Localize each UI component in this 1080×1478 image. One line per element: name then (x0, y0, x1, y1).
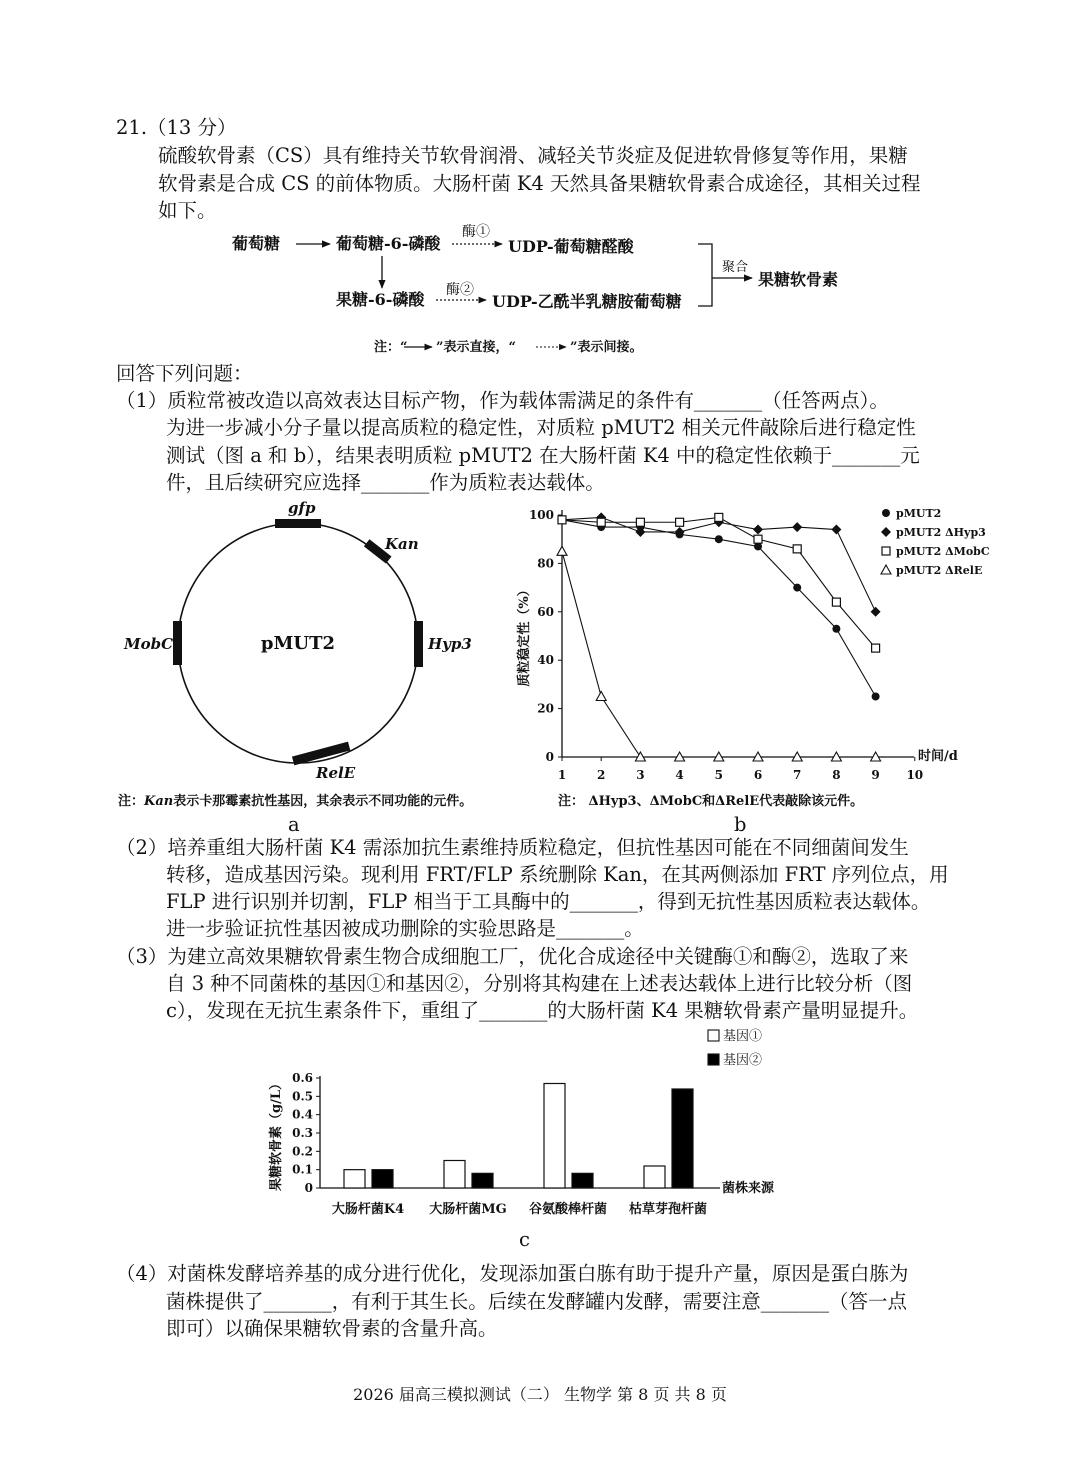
bar-chart-plot (268, 1029, 775, 1217)
legend-marker (882, 547, 890, 555)
pathway-diagram (0, 0, 1080, 370)
series-line (562, 520, 876, 697)
bar (644, 1166, 665, 1188)
x-tick-label: 10 (906, 768, 924, 782)
intro-line-1: 硫酸软骨素（CS）具有维持关节软骨润滑、减轻关节炎症及促进软骨修复等作用，果糖 (158, 144, 908, 167)
bar (472, 1173, 493, 1188)
data-point (872, 693, 880, 701)
pathway-polymerize: 聚合 (722, 260, 749, 275)
legend-label: pMUT2 ΔHyp3 (896, 526, 986, 539)
y-tick-label: 100 (528, 508, 554, 522)
line-chart-plot (516, 507, 990, 782)
y-tick-label: 0.3 (292, 1126, 313, 1140)
q4-line-2: 菌株提供了_______，有利于其生长。后续在发酵罐内发酵，需要注意_______（答一点 (166, 1290, 908, 1313)
data-point (557, 546, 567, 555)
q4-line-3: 即可）以确保果糖软骨素的含量升高。 (166, 1317, 498, 1340)
q3-line-3: c），发现在无抗生素条件下，重组了_______的大肠杆菌 K4 果糖软骨素产量明显提升。 (166, 999, 919, 1022)
data-point (831, 525, 841, 535)
intro-line-3: 如下。 (158, 199, 217, 222)
y-tick-label: 80 (537, 556, 554, 571)
q4-line-1: （4）对菌株发酵培养基的成分进行优化，发现添加蛋白胨有助于提升产量，原因是蛋白胨为 (116, 1262, 909, 1285)
figure-a-note: 注：Kan表示卡那霉素抗性基因，其余表示不同功能的元件。 (118, 794, 473, 809)
q2-line-3: FLP 进行识别并切割，FLP 相当于工具酶中的_______，得到无抗性基因质粒表达载体。 (166, 890, 931, 913)
data-point (636, 518, 644, 526)
legend-swatch (708, 1030, 719, 1041)
bar (672, 1089, 693, 1188)
y-tick-label: 20 (537, 701, 554, 716)
data-point (793, 545, 801, 553)
data-point (676, 518, 684, 526)
gfp-element (275, 519, 321, 528)
x-tick-label: 5 (714, 768, 723, 782)
y-axis-label: 果糖软骨素（g/L） (269, 1077, 284, 1191)
page-footer: 2026 届高三模拟测试（二） 生物学 第 8 页 共 8 页 (353, 1385, 727, 1404)
data-point (754, 535, 762, 543)
mobc-element (173, 621, 182, 665)
pathway-g6p: 葡萄糖-6-磷酸 (336, 234, 441, 253)
legend-label: 基因① (723, 1029, 763, 1044)
plasmid-name: pMUT2 (260, 633, 336, 654)
pathway-product: 果糖软骨素 (758, 270, 839, 289)
x-tick-label: 9 (871, 768, 880, 782)
figure-b-line-chart (510, 500, 990, 810)
x-tick-label: 6 (753, 768, 763, 782)
y-tick-label: 0 (545, 750, 554, 764)
legend-label: 基因② (723, 1053, 763, 1068)
q1-line-3: 测试（图 a 和 b），结果表明质粒 pMUT2 在大肠杆菌 K4 中的稳定性依赖于_______元 (166, 444, 920, 467)
y-tick-label: 40 (537, 653, 554, 668)
category-label: 谷氨酸棒杆菌 (528, 1202, 608, 1217)
x-tick-label: 4 (675, 768, 684, 782)
pathway-note-b: ”表示直接，“ (436, 340, 516, 355)
answer-prompt: 回答下列问题： (116, 362, 253, 385)
pathway-glucose: 葡萄糖 (232, 234, 281, 253)
legend-label: pMUT2 ΔRelE (896, 564, 983, 577)
kan-label: Kan (385, 535, 419, 553)
pathway-enzyme1: 酶① (462, 224, 490, 240)
bar (344, 1170, 365, 1188)
legend-label: pMUT2 ΔMobC (896, 545, 990, 558)
y-tick-label: 0 (304, 1181, 313, 1195)
y-tick-label: 60 (537, 604, 554, 619)
data-point (793, 584, 801, 592)
legend-marker (881, 565, 891, 574)
legend-marker (882, 509, 890, 517)
rele-label: RelE (316, 764, 356, 782)
bar (372, 1170, 393, 1188)
question-number: 21.（13 分） (116, 116, 237, 139)
pathway-note-a: 注：“ (374, 340, 408, 355)
pathway-note-c: ”表示间接。 (570, 340, 643, 355)
x-tick-label: 2 (597, 768, 606, 782)
q1-line-4: 件，且后续研究应选择_______作为质粒表达载体。 (166, 471, 605, 494)
x-axis-label: 时间/d (918, 749, 958, 764)
data-point (872, 644, 880, 652)
figure-c-caption: c (519, 1228, 530, 1251)
data-point (792, 522, 802, 532)
data-point (871, 607, 881, 617)
q1-line-1: （1）质粒常被改造以高效表达目标产物，作为载体需满足的条件有_______（任答两点）。 (116, 389, 889, 412)
x-tick-label: 7 (793, 768, 802, 782)
merge-bracket (698, 244, 712, 306)
data-point (753, 525, 763, 535)
category-label: 大肠杆菌MG (429, 1202, 507, 1217)
q2-line-2: 转移，造成基因污染。现利用 FRT/FLP 系统删除 Kan，在其两侧添加 FRT 序列位点，用 (166, 863, 949, 886)
gfp-label: gfp (288, 499, 316, 517)
hyp3-label: Hyp3 (428, 635, 472, 653)
bar (544, 1084, 565, 1189)
category-label: 大肠杆菌K4 (331, 1202, 405, 1217)
figure-a-plasmid (100, 495, 540, 815)
data-point (596, 692, 606, 701)
legend-label: pMUT2 (896, 507, 942, 520)
series-line (562, 517, 876, 611)
y-tick-label: 0.1 (292, 1162, 313, 1177)
bar (572, 1173, 593, 1188)
pathway-udp-galnac: UDP-乙酰半乳糖胺葡萄糖 (492, 292, 682, 311)
q3-line-1: （3）为建立高效果糖软骨素生物合成细胞工厂，优化合成途径中关键酶①和酶②，选取了来 (116, 945, 909, 968)
pathway-f6p: 果糖-6-磷酸 (336, 290, 425, 309)
data-point (832, 598, 840, 606)
y-axis-label: 质粒稳定性（%） (517, 583, 532, 687)
y-tick-label: 0.2 (292, 1144, 313, 1159)
pathway-udp-glca: UDP-葡萄糖醛酸 (508, 237, 634, 256)
y-tick-label: 0.5 (292, 1089, 313, 1104)
intro-line-2: 软骨素是合成 CS 的前体物质。大肠杆菌 K4 天然具备果糖软骨素合成途径，其相关过程 (158, 172, 921, 195)
rele-element (292, 742, 350, 766)
pathway-enzyme2: 酶② (446, 282, 474, 298)
legend-marker (881, 527, 891, 537)
y-tick-label: 0.6 (292, 1071, 313, 1085)
bar (444, 1161, 465, 1189)
x-axis-label: 菌株来源 (722, 1181, 775, 1196)
q2-line-4: 进一步验证抗性基因被成功删除的实验思路是_______。 (166, 917, 644, 940)
data-point (597, 518, 605, 526)
legend-swatch (708, 1054, 719, 1065)
figure-b-note: 注： ΔHyp3、ΔMobC和ΔRelE代表敲除该元件。 (558, 794, 864, 809)
q2-line-1: （2）培养重组大肠杆菌 K4 需添加抗生素维持质粒稳定，但抗性基因可能在不同细菌间发生 (116, 836, 909, 859)
series-line (562, 551, 876, 757)
data-point (558, 516, 566, 524)
q3-line-2: 自 3 种不同菌株的基因①和基因②，分别将其构建在上述表达载体上进行比较分析（图 (166, 972, 913, 995)
x-tick-label: 1 (557, 768, 567, 782)
mobc-label: MobC (124, 635, 174, 653)
x-tick-label: 3 (636, 768, 645, 782)
figure-b-caption: b (734, 813, 747, 836)
q1-line-2: 为进一步减小分子量以提高质粒的稳定性，对质粒 pMUT2 相关元件敲除后进行稳定性 (166, 416, 916, 439)
category-label: 枯草芽孢杆菌 (628, 1202, 708, 1217)
figure-a-caption: a (288, 813, 300, 836)
data-point (715, 535, 723, 543)
hyp3-element (414, 621, 423, 667)
data-point (832, 625, 840, 633)
y-tick-label: 0.4 (292, 1107, 313, 1122)
figure-c-bar-chart (260, 1026, 820, 1256)
x-tick-label: 8 (832, 768, 841, 782)
data-point (715, 513, 723, 521)
